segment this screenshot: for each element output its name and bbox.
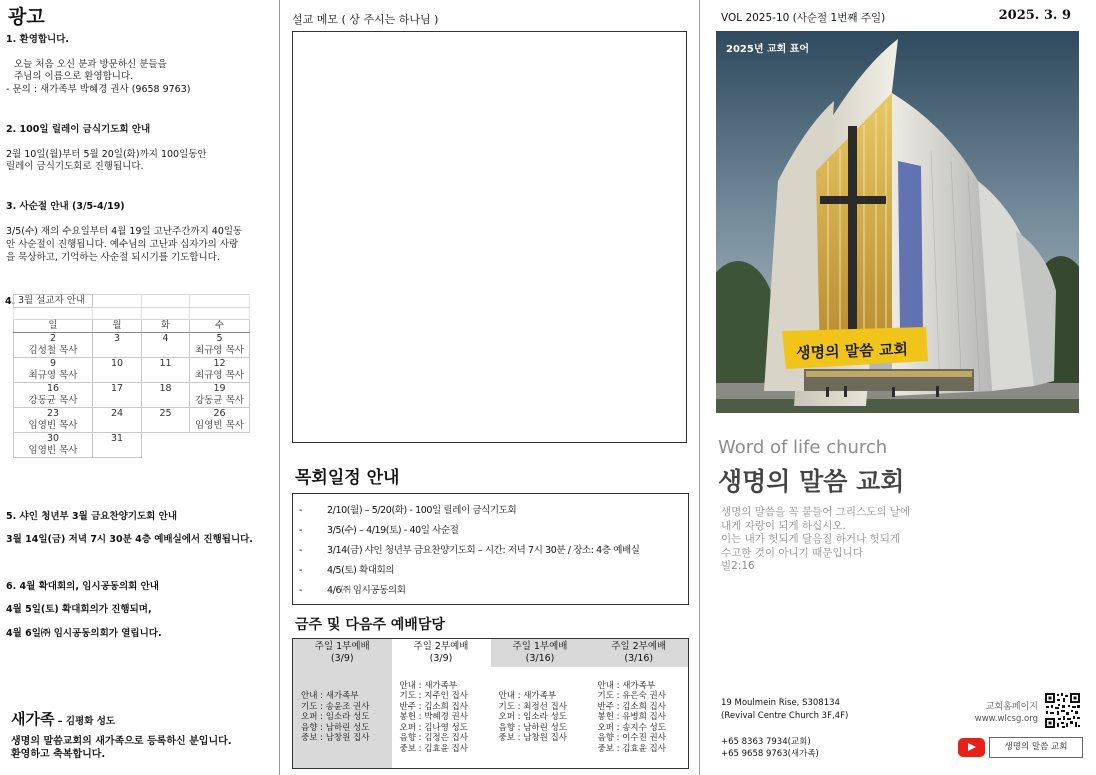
- schedule-title: 목회일정 안내: [295, 468, 400, 488]
- ad-3-line: 안 사순절이 진행됩니다. 예수님의 고난과 십자가의 사랑: [6, 239, 239, 250]
- annual-motto-caption: 2025년 교회 표어: [726, 44, 810, 55]
- ad-1-line: 주님의 이름으로 환영합니다.: [14, 71, 134, 82]
- duty-cell: 안내 : 새가족부 기도 : 지주인 집사 반주 : 김소희 집사 봉헌 : 박혜경 권사 오퍼 : 김나영 성도 음향 : 김정은 집사 중보 : 김효윤 집사: [399, 680, 468, 754]
- sermon-memo-box[interactable]: [292, 31, 687, 443]
- schedule-box: [292, 493, 689, 605]
- ad-4-heading: 4.: [5, 296, 16, 307]
- calendar-header: 화: [142, 320, 190, 333]
- duty-cell: 안내 : 새가족부 기도 : 송윤조 권사 오퍼 : 임소라 성도 음향 : 남하린 성도 중보 : 남창원 집사: [293, 667, 392, 769]
- calendar-caption: 3월 설교자 안내: [14, 295, 93, 308]
- calendar-date: 24: [93, 408, 142, 421]
- calendar-date: 30: [14, 433, 93, 446]
- church-address: [721, 697, 848, 723]
- calendar-date: 26: [190, 408, 250, 421]
- duty-cell: 안내 : 새가족부 기도 : 최정선 집사 오퍼 : 임소라 성도 음향 : 남하린 성도 중보 : 남창원 집사: [498, 691, 567, 743]
- church-building-image: [716, 31, 1079, 413]
- church-building-illustration: [716, 31, 1079, 413]
- ad-1-line: - 문의 : 새가족부 박혜경 권사 (9658 9763): [6, 84, 191, 95]
- announcements-panel: [0, 0, 278, 775]
- church-name-english: Word of life church: [718, 437, 888, 458]
- sermon-memo-title: 설교 메모 ( 상 주시는 하나님 ): [292, 13, 439, 26]
- calendar-date: 16: [14, 383, 93, 396]
- ad-3-line: 3/5(수) 재의 수요일부터 4월 19일 고난주간까지 40일동: [6, 226, 243, 237]
- verse-line: 내게 자랑이 되게 하십시오.: [721, 519, 846, 532]
- ad-2-line: 릴레이 금식기도회로 진행됩니다.: [6, 161, 144, 172]
- calendar-preacher: 최규영 목사: [190, 345, 250, 358]
- duty-header: 주일 1부예배 (3/9): [293, 639, 392, 667]
- calendar-preacher: 강동균 목사: [190, 395, 250, 408]
- calendar-header: 수: [190, 320, 250, 333]
- calendar-preacher: 최규영 목사: [14, 370, 93, 383]
- schedule-item: - 4/5(토) 확대회의: [299, 565, 395, 576]
- memo-schedule-panel: [279, 0, 700, 775]
- verse-line: 수고한 것이 아니기 때문입니다: [721, 546, 863, 559]
- calendar-preacher: 김성철 목사: [14, 345, 93, 358]
- bulletin-date: 2025. 3. 9: [998, 8, 1071, 23]
- ad-6-line: 4월 6일㈜ 임시공동의회가 열립니다.: [6, 628, 162, 639]
- church-phones: [721, 736, 819, 760]
- ad-5-heading: 5. 샤인 청년부 3월 금요찬양기도회 안내: [6, 511, 178, 522]
- calendar-date: 12: [190, 358, 250, 371]
- ad-6-line: 4월 5일(토) 확대회의가 진행되며,: [6, 604, 152, 615]
- calendar-date: 3: [93, 333, 142, 346]
- address-line: 19 Moulmein Rise, S308134: [721, 698, 840, 708]
- ad-3-heading: 3. 사순절 안내 (3/5-4/19): [6, 201, 125, 212]
- bible-verse: [721, 506, 910, 574]
- youtube-icon[interactable]: [958, 738, 985, 757]
- church-name-korean: 생명의 말씀 교회: [718, 467, 905, 496]
- calendar-date: 11: [142, 358, 190, 371]
- phone-line: +65 8363 7934(교회): [721, 737, 811, 747]
- new-family-text: [11, 735, 232, 761]
- ad-3-line: 을 묵상하고, 기억하는 사순절 되시기를 기도합니다.: [6, 252, 220, 263]
- homepage-label: 교회홈페이지: [985, 702, 1038, 712]
- ad-1-line: 오늘 처음 오신 분과 방문하신 분들을: [14, 59, 167, 70]
- duty-header: 주일 2부예배 (3/16): [590, 639, 689, 667]
- calendar-date: 31: [93, 433, 142, 446]
- verse-reference: 빌2:16: [721, 560, 755, 572]
- homepage-url[interactable]: www.wlcsg.org: [974, 714, 1038, 724]
- ad-1-heading: 1. 환영합니다.: [6, 34, 70, 45]
- duty-header: 주일 2부예배 (3/9): [392, 639, 491, 667]
- verse-line: 생명의 말씀을 꼭 붙들어 그리스도의 날에: [721, 506, 911, 518]
- address-line: (Revival Centre Church 3F,4F): [721, 711, 849, 721]
- calendar-header: 일: [14, 320, 93, 333]
- new-family-line: 생명의 말씀교회의 새가족으로 등록하신 분입니다.: [11, 736, 232, 747]
- new-family-label: 새가족: [11, 710, 55, 728]
- ad-6-heading: 6. 4월 확대회의, 임시공동의회 안내: [6, 581, 159, 592]
- calendar-preacher: 임영빈 목사: [14, 445, 93, 458]
- new-family-title: [11, 708, 115, 729]
- ad-5-line: 3월 14일(금) 저녁 7시 30분 4층 예배실에서 진행됩니다.: [6, 534, 253, 545]
- cover-panel: [701, 0, 1096, 775]
- calendar-preacher: 임영빈 목사: [190, 420, 250, 433]
- duty-header: 주일 1부예배 (3/16): [491, 639, 590, 667]
- calendar-date: 18: [142, 383, 190, 396]
- announcements-title: 광고: [8, 6, 45, 28]
- calendar-date: 2: [14, 333, 93, 346]
- new-family-line: 환영하고 축복합니다.: [11, 749, 106, 760]
- preacher-calendar: [13, 294, 250, 458]
- calendar-date: 17: [93, 383, 142, 396]
- qr-code-icon[interactable]: [1044, 692, 1081, 729]
- calendar-preacher: 임영빈 목사: [14, 420, 93, 433]
- calendar-date: 9: [14, 358, 93, 371]
- calendar-date: 10: [93, 358, 142, 371]
- calendar-date: 5: [190, 333, 250, 346]
- schedule-item: - 4/6㈜ 임시공동의회: [299, 585, 406, 596]
- calendar-date: 4: [142, 333, 190, 346]
- calendar-header: 월: [93, 320, 142, 333]
- ad-2-line: 2월 10일(월)부터 5월 20일(화)까지 100일동안: [6, 149, 207, 160]
- duty-cell: 안내 : 새가족부 기도 : 유은숙 권사 반주 : 김소희 집사 봉헌 : 유병희 집사 오퍼 : 송지수 성도 음향 : 이수진 권사 중보 : 김효윤 집사: [597, 680, 666, 754]
- duty-title: 금주 및 다음주 예배담당: [295, 617, 445, 633]
- schedule-item: - 3/5(수) – 4/19(토) - 40일 사순절: [299, 525, 459, 536]
- ad-2-heading: 2. 100일 릴레이 금식기도회 안내: [6, 124, 151, 135]
- worship-duty-table: [292, 638, 689, 769]
- volume-label: VOL 2025-10 (사순절 1번째 주일): [721, 12, 886, 24]
- calendar-date: 25: [142, 408, 190, 421]
- schedule-item: - 2/10(월) – 5/20(화) - 100일 릴레이 금식기도회: [299, 505, 517, 516]
- calendar-date: 23: [14, 408, 93, 421]
- new-family-name: – 김평화 성도: [54, 716, 116, 727]
- calendar-preacher: 최규영 목사: [190, 370, 250, 383]
- verse-line: 이는 내가 헛되게 달음질 하거나 헛되게: [721, 533, 900, 545]
- schedule-item: - 3/14(금) 샤인 청년부 금요찬양기도회 – 시간: 저녁 7시 30분 / 장소: 4층 예배실: [299, 545, 640, 556]
- building-sign-text: 생명의 말씀 교회: [795, 340, 909, 363]
- youtube-channel-button[interactable]: 생명의 말씀 교회: [989, 737, 1083, 758]
- calendar-date: 19: [190, 383, 250, 396]
- phone-line: +65 9658 9763(새가족): [721, 749, 819, 759]
- calendar-preacher: 강동균 목사: [14, 395, 93, 408]
